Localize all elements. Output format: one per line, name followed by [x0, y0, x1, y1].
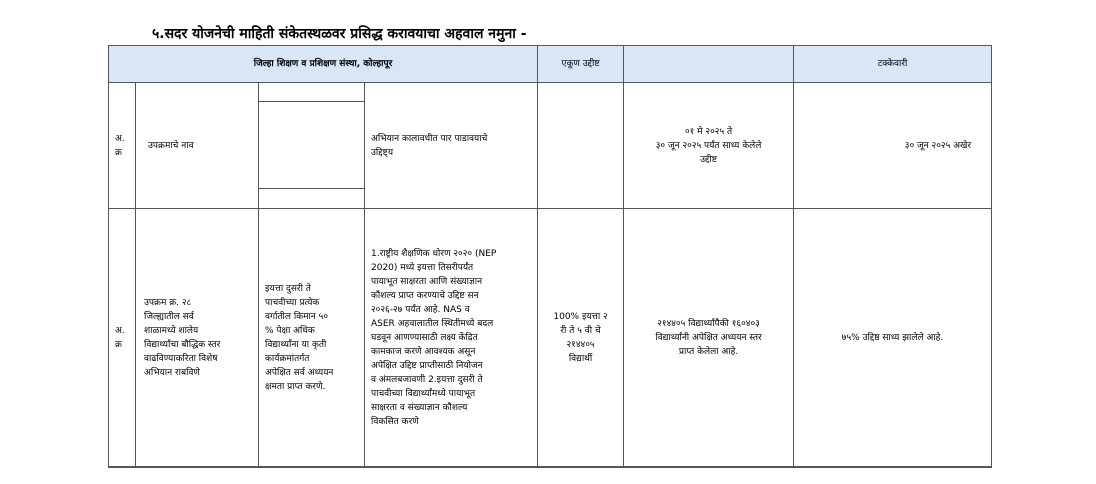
subheader-row [109, 83, 992, 209]
institute-header: जिल्हा शिक्षण व प्रशिक्षण संस्था, कोल्हापूर [109, 46, 538, 83]
percentage-header: टक्केवारी [794, 46, 992, 83]
row-target-description: इयत्ता दुसरी ते पाचवीच्या प्रत्येक वर्गातील किमान ५० % पेक्षा अधिक विद्यार्थ्यांना या कृती कार्यक्रमांतर्गत अपेक्षित सर्व अध्ययन क्षमता प्राप्त करणे. [265, 284, 334, 392]
as-of-header: ३० जून २०२५ अखेर [904, 140, 972, 151]
achieved-period-header: ०१ मे २०२५ ते ३० जून २०२५ पर्यंत साध्य केलेले उद्दीष्ट [655, 126, 762, 165]
program-name-header: उपक्रमाचे नाव [148, 140, 194, 151]
subheader-blank-cell [538, 83, 624, 209]
row-program: उपक्रम क्र. २८ जिल्ह्यातील सर्व शाळामध्ये शालेय विद्यार्थ्यांचा बौद्धिक स्तर वाढविण्याकरिता विशेष अभियान राबविणे [144, 298, 221, 378]
total-target-header: एकूण उद्दीष्ट [538, 46, 624, 83]
header-row [109, 46, 992, 83]
table-row [109, 209, 992, 468]
split-part-top [259, 83, 364, 102]
report-table [108, 45, 992, 468]
page-title: ५.सदर योजनेची माहिती संकेतस्थळवर प्रसिद्ध करावयाचा अहवाल नमुना - [152, 26, 527, 42]
row-achieved: २१४४०५ विद्यार्थ्यांपैकी १६०४०३ विद्यार्थ्यांनी अपेक्षित अध्ययन स्तर प्राप्त केलेला आहे. [655, 319, 762, 357]
objective-header: अभियान कालावधीत पार पाडावयाचे उद्दिष्ट्य [371, 133, 488, 158]
header-blank-cell [624, 46, 794, 83]
bottom-rule [108, 466, 991, 467]
row-sr-no: अ. क्र [115, 326, 125, 350]
row-percentage: ७५% उद्दिष्ठ साध्य झालेले आहे. [841, 333, 944, 343]
split-part-middle [259, 102, 364, 189]
sr-no-header: अ. क्र [115, 133, 125, 158]
split-part-bottom [259, 189, 364, 208]
row-objective: 1.राष्ट्रीय शैक्षणिक धोरण २०२० (NEP 2020) मध्ये इयत्ता तिसरीपर्यंत पायाभूत साक्षरता आणि संख्याज्ञान कौशल्य प्राप्त करण्याचे उद्दिष्ट सन २०२६-२७ पर्यंत आहे. NAS व ASER अहवालातील स्थितीमध्ये बदल घडवून आणण्यासाठी लक्ष्य केंद्रित कामकाज करणे आवश्यक असून अपेक्षित उद्दिष्ट प्राप्तीसाठी नियोजन व अंमलबजावणी 2.इयत्ता दुसरी ते पाचवीच्या विद्यार्थ्यांमध्ये पायाभूत साक्षरता व संख्याज्ञान कौशल्य विकसित करणे [371, 249, 497, 427]
row-total-target: 100% इयत्ता २ री ते ५ वी चे २१४४०५ विद्यार्थी [553, 312, 608, 364]
split-header-cell [259, 83, 364, 208]
